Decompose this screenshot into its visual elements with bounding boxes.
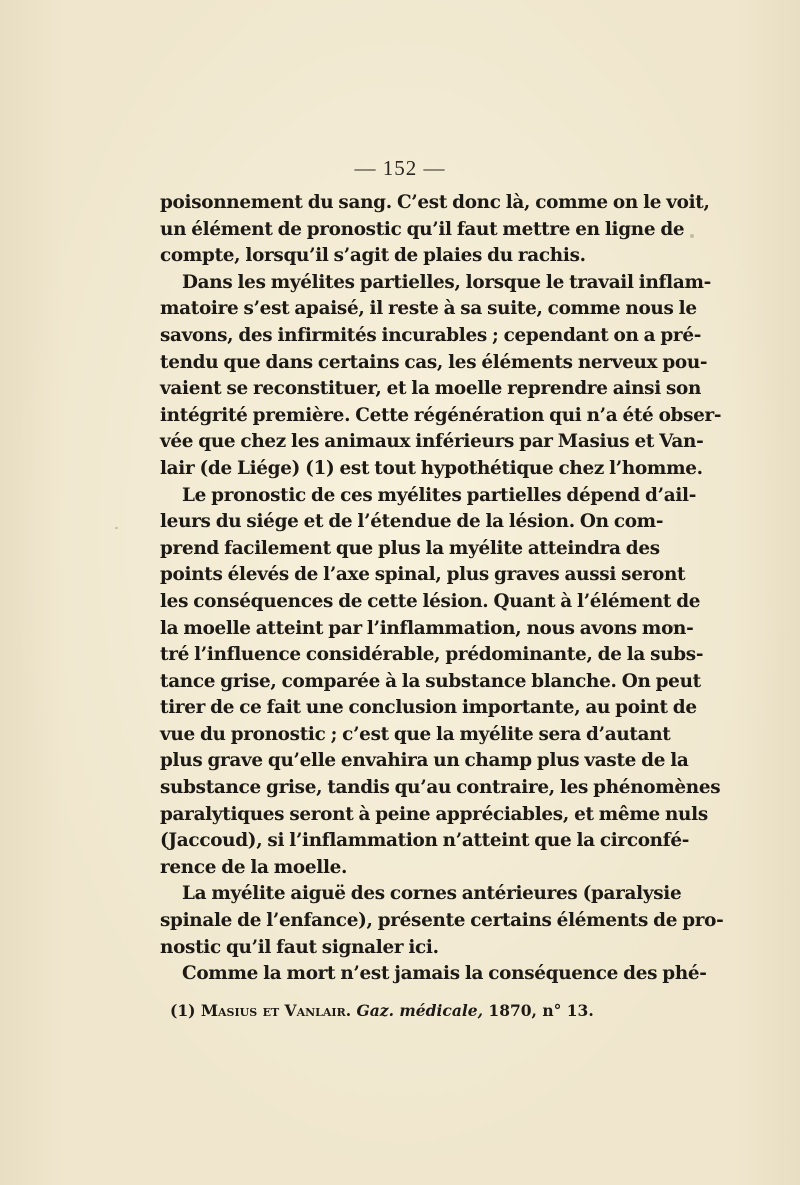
text-line: leurs du siége et de l’étendue de la lésion. On com- <box>160 511 664 533</box>
text-line: substance grise, tandis qu’au contraire, les phénomènes <box>160 777 721 799</box>
text-line: les conséquences de cette lésion. Quant à l’élément de <box>160 590 701 612</box>
text-line: lair (de Liége) (1) est tout hypothétique chez l’homme. <box>160 457 703 479</box>
text-line: vue du pronostic ; c’est que la myélite sera d’autant <box>160 723 671 745</box>
paper-speck <box>672 625 675 628</box>
text-line: prend facilement que plus la myélite atteindra des <box>160 537 660 559</box>
paper-speck <box>690 234 694 238</box>
text-line: vaient se reconstituer, et la moelle reprendre ainsi son <box>160 378 702 400</box>
text-line: Comme la mort n’est jamais la conséquence des phé- <box>182 963 707 985</box>
text-line: Le pronostic de ces myélites partielles dépend d’ail- <box>182 484 697 506</box>
text-line: tendu que dans certains cas, les éléments nerveux pou- <box>160 351 708 373</box>
text-line: plus grave qu’elle envahira un champ plus vaste de la <box>160 750 689 772</box>
footnote-marker: (1) <box>170 1001 196 1020</box>
text-line: poisonnement du sang. C’est donc là, comme on le voit, <box>160 192 710 213</box>
text-line: tance grise, comparée à la substance blanche. On peut <box>160 670 701 692</box>
footnote-journal: Gaz. médicale, <box>356 1001 484 1020</box>
text-line: intégrité première. Cette régénération qui n’a été obser- <box>160 404 722 426</box>
paper-speck <box>115 527 118 529</box>
text-line: tré l’influence considérable, prédominante, de la subs- <box>160 644 704 666</box>
text-line: Dans les myélites partielles, lorsque le travail inflam- <box>182 271 711 293</box>
text-line: (Jaccoud), si l’inflammation n’atteint que la circonfé- <box>160 830 690 852</box>
text-line: matoire s’est apaisé, il reste à sa suite, comme nous le <box>160 298 697 320</box>
page-number: — 152 — <box>354 156 446 180</box>
text-line: rence de la moelle. <box>160 856 348 878</box>
text-line: la moelle atteint par l’inflammation, nous avons mon- <box>160 617 694 639</box>
text-line: tirer de ce fait une conclusion importante, au point de <box>160 697 697 719</box>
text-line: compte, lorsqu’il s’agit de plaies du rachis. <box>160 245 586 267</box>
text-line: La myélite aiguë des cornes antérieures (paralysie <box>182 883 682 905</box>
text-line: un élément de pronostic qu’il faut mettre en ligne de <box>160 218 685 240</box>
text-line: points élevés de l’axe spinal, plus graves aussi seront <box>160 564 686 586</box>
text-line: paralytiques seront à peine appréciables, et même nuls <box>160 803 708 825</box>
text-line: spinale de l’enfance), présente certains éléments de pro- <box>160 910 724 932</box>
text-line: savons, des infirmités incurables ; cependant on a pré- <box>160 324 702 346</box>
footnote <box>170 1001 640 1020</box>
body-text <box>160 190 724 988</box>
footnote-authors: Masius et Vanlair. <box>200 1001 352 1020</box>
text-line: vée que chez les animaux inférieurs par Masius et Van- <box>160 431 704 453</box>
footnote-details: 1870, n° 13. <box>488 1001 594 1020</box>
text-line: nostic qu’il faut signaler ici. <box>160 936 439 958</box>
